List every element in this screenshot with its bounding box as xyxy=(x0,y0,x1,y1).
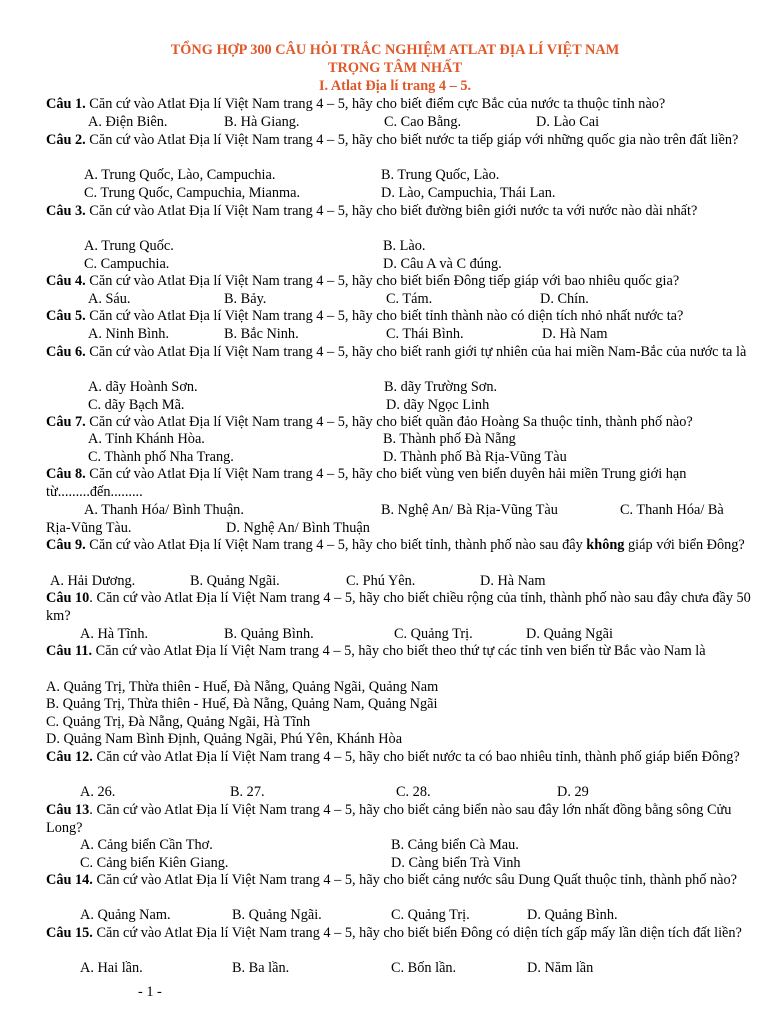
question-text: Căn cứ vào Atlat Địa lí Việt Nam trang 4 – 5, hãy cho biết quần đảo Hoàng Sa thuộc tỉnh, thành phố nào? xyxy=(85,414,693,430)
question-label: Câu 14. xyxy=(46,872,93,888)
q3-option-c: C. Campuchia. xyxy=(84,256,170,272)
question-label: Câu 11. xyxy=(46,643,93,659)
q7-option-c: C. Thành phố Nha Trang. xyxy=(88,449,234,465)
q1-option-d: D. Lào Cai xyxy=(536,114,600,130)
q8-option-a: A. Thanh Hóa/ Bình Thuận. xyxy=(84,502,244,518)
question-8 xyxy=(46,466,758,501)
q2-option-d: D. Lào, Campuchia, Thái Lan. xyxy=(381,185,556,201)
q3-option-a: A. Trung Quốc. xyxy=(84,238,174,254)
question-text: Căn cứ vào Atlat Địa lí Việt Nam trang 4 – 5, hãy cho biết nước ta tiếp giáp với những quốc gia nào trên đất liền? xyxy=(85,132,739,148)
question-1 xyxy=(46,96,758,114)
q15-option-a: A. Hai lần. xyxy=(80,960,143,976)
q6-option-a: A. dãy Hoành Sơn. xyxy=(88,379,198,395)
question-label: Câu 12. xyxy=(46,749,93,765)
q12-option-d: D. 29 xyxy=(557,784,589,800)
question-text: Căn cứ vào Atlat Địa lí Việt Nam trang 4 – 5, hãy cho biết vùng ven biển duyên hải miền Trung giới hạn từ.........đến......... xyxy=(46,466,687,500)
q14-option-a: A. Quảng Nam. xyxy=(80,907,171,923)
question-14 xyxy=(46,872,758,890)
q6-option-b: B. dãy Trường Sơn. xyxy=(384,379,498,395)
question-9 xyxy=(46,537,758,555)
question-text: Căn cứ vào Atlat Địa lí Việt Nam trang 4 – 5, hãy cho biết cảng nước sâu Dung Quất thuộc tỉnh, thành phố nào? xyxy=(92,872,737,888)
question-7 xyxy=(46,414,758,432)
page-number: - 1 - xyxy=(138,984,162,1000)
question-text: Căn cứ vào Atlat Địa lí Việt Nam trang 4 – 5, hãy cho biết biển Đông tiếp giáp với bao nhiêu quốc gia? xyxy=(85,273,680,289)
q8-option-c: C. Thanh Hóa/ Bà xyxy=(620,502,724,518)
q2-option-a: A. Trung Quốc, Lào, Campuchia. xyxy=(84,167,276,183)
question-label: Câu 6. xyxy=(46,344,86,360)
q4-option-b: B. Bảy. xyxy=(224,291,267,307)
q14-option-b: B. Quảng Ngãi. xyxy=(232,907,322,923)
q12-option-a: A. 26. xyxy=(80,784,116,800)
q13-option-a: A. Cảng biển Cần Thơ. xyxy=(80,837,213,853)
q13-option-d: D. Càng biển Trà Vinh xyxy=(391,855,521,871)
question-label: Câu 15. xyxy=(46,925,93,941)
q5-option-a: A. Ninh Bình. xyxy=(88,326,170,342)
question-label: Câu 13 xyxy=(46,802,90,818)
q2-option-c: C. Trung Quốc, Campuchia, Mianma. xyxy=(84,185,301,201)
question-label: Câu 10 xyxy=(46,590,90,606)
q6-option-d: D. dãy Ngọc Linh xyxy=(386,397,490,413)
q10-option-c: C. Quảng Trị. xyxy=(394,626,473,642)
q4-option-c: C. Tám. xyxy=(386,291,433,307)
q11-option-c: C. Quảng Trị, Đà Nẵng, Quảng Ngãi, Hà Tĩnh xyxy=(46,714,311,730)
q13-option-c: C. Cảng biển Kiên Giang. xyxy=(80,855,229,871)
question-text-end: giáp với biển Đông? xyxy=(624,537,745,553)
question-label: Câu 4. xyxy=(46,273,86,289)
question-text: Căn cứ vào Atlat Địa lí Việt Nam trang 4 – 5, hãy cho biết ranh giới tự nhiên của hai miền Nam-Bắc của nước ta là xyxy=(85,344,747,360)
q10-option-b: B. Quảng Bình. xyxy=(224,626,314,642)
q12-option-c: C. 28. xyxy=(396,784,431,800)
q8-option-b: B. Nghệ An/ Bà Rịa-Vũng Tàu xyxy=(381,502,558,518)
doc-subtitle: TRỌNG TÂM NHẤT xyxy=(328,60,462,76)
question-text: Căn cứ vào Atlat Địa lí Việt Nam trang 4 – 5, hãy cho biết biển Đông có diện tích gấp mấy lần diện tích đất liền? xyxy=(92,925,742,941)
q7-option-b: B. Thành phố Đà Nẵng xyxy=(383,431,516,447)
question-text: Căn cứ vào Atlat Địa lí Việt Nam trang 4 – 5, hãy cho biết đường biên giới nước ta với nước nào dài nhất? xyxy=(85,203,698,219)
q9-option-b: B. Quảng Ngãi. xyxy=(190,573,280,589)
q15-option-b: B. Ba lần. xyxy=(232,960,290,976)
question-label: Câu 3. xyxy=(46,203,86,219)
q11-option-b: B. Quảng Trị, Thừa thiên - Huế, Đà Nẵng, Quảng Nam, Quảng Ngãi xyxy=(46,696,438,712)
question-text: Căn cứ vào Atlat Địa lí Việt Nam trang 4 – 5, hãy cho biết theo thứ tự các tỉnh ven biển từ Bắc vào Nam là xyxy=(92,643,706,659)
q2-option-b: B. Trung Quốc, Lào. xyxy=(381,167,500,183)
q4-option-a: A. Sáu. xyxy=(88,291,131,307)
q3-option-b: B. Lào. xyxy=(383,238,426,254)
doc-title: TỔNG HỢP 300 CÂU HỎI TRẮC NGHIỆM ATLAT ĐỊA LÍ VIỆT NAM xyxy=(170,42,620,58)
question-label: Câu 2. xyxy=(46,132,86,148)
question-label: Câu 9. xyxy=(46,537,86,553)
question-label: Câu 5. xyxy=(46,308,86,324)
q5-option-c: C. Thái Bình. xyxy=(386,326,464,342)
question-text: . Căn cứ vào Atlat Địa lí Việt Nam trang 4 – 5, hãy cho biết chiều rộng của tỉnh, thành phố nào sau đây chưa đầy 50 km? xyxy=(46,590,751,624)
q6-option-c: C. dãy Bạch Mã. xyxy=(88,397,185,413)
q1-option-a: A. Điện Biên. xyxy=(88,114,168,130)
q14-option-d: D. Quảng Bình. xyxy=(527,907,618,923)
question-label: Câu 1. xyxy=(46,96,86,112)
q9-option-d: D. Hà Nam xyxy=(480,573,546,589)
q1-option-b: B. Hà Giang. xyxy=(224,114,300,130)
section-heading: I. Atlat Địa lí trang 4 – 5. xyxy=(318,78,472,94)
q13-option-b: B. Cảng biển Cà Mau. xyxy=(391,837,519,853)
q10-option-a: A. Hà Tĩnh. xyxy=(80,626,149,642)
q1-option-c: C. Cao Bằng. xyxy=(384,114,462,130)
question-6 xyxy=(46,344,758,362)
q7-option-d: D. Thành phố Bà Rịa-Vũng Tàu xyxy=(383,449,567,465)
question-10 xyxy=(46,590,758,625)
q10-option-d: D. Quảng Ngãi xyxy=(526,626,613,642)
question-13 xyxy=(46,802,758,837)
question-15 xyxy=(46,925,758,943)
q8-option-d: D. Nghệ An/ Bình Thuận xyxy=(226,520,370,536)
question-11 xyxy=(46,643,758,661)
question-text: Căn cứ vào Atlat Địa lí Việt Nam trang 4 – 5, hãy cho biết điểm cực Bắc của nước ta thuộc tỉnh nào? xyxy=(85,96,666,112)
q9-option-c: C. Phú Yên. xyxy=(346,573,416,589)
question-label: Câu 7. xyxy=(46,414,86,430)
question-label: Câu 8. xyxy=(46,466,86,482)
q15-option-d: D. Năm lần xyxy=(527,960,594,976)
question-4 xyxy=(46,273,758,291)
q4-option-d: D. Chín. xyxy=(540,291,589,307)
q7-option-a: A. Tỉnh Khánh Hòa. xyxy=(88,431,205,447)
question-emphasis: không xyxy=(586,537,625,553)
q5-option-d: D. Hà Nam xyxy=(542,326,608,342)
question-2 xyxy=(46,132,758,150)
question-12 xyxy=(46,749,758,767)
question-text: Căn cứ vào Atlat Địa lí Việt Nam trang 4 – 5, hãy cho biết tỉnh, thành phố nào sau đây xyxy=(85,537,587,553)
question-text: Căn cứ vào Atlat Địa lí Việt Nam trang 4 – 5, hãy cho biết nước ta có bao nhiêu tỉnh, thành phố giáp biển Đông? xyxy=(92,749,740,765)
q9-option-a: A. Hải Dương. xyxy=(50,573,136,589)
question-3 xyxy=(46,203,758,221)
q15-option-c: C. Bốn lần. xyxy=(391,960,457,976)
question-text: . Căn cứ vào Atlat Địa lí Việt Nam trang 4 – 5, hãy cho biết cảng biển nào sau đây lớn nhất đồng bằng sông Cửu Long? xyxy=(46,802,732,836)
q12-option-b: B. 27. xyxy=(230,784,265,800)
q14-option-c: C. Quảng Trị. xyxy=(391,907,470,923)
q11-option-d: D. Quảng Nam Bình Định, Quảng Ngãi, Phú Yên, Khánh Hòa xyxy=(46,731,403,747)
q11-option-a: A. Quảng Trị, Thừa thiên - Huế, Đà Nẵng, Quảng Ngãi, Quảng Nam xyxy=(46,679,439,695)
q8-option-c-cont: Rịa-Vũng Tàu. xyxy=(46,520,132,536)
q3-option-d: D. Câu A và C đúng. xyxy=(383,256,502,272)
question-text: Căn cứ vào Atlat Địa lí Việt Nam trang 4 – 5, hãy cho biết tỉnh thành nào có diện tích nhỏ nhất nước ta? xyxy=(85,308,684,324)
question-5 xyxy=(46,308,758,326)
q5-option-b: B. Bắc Ninh. xyxy=(224,326,299,342)
